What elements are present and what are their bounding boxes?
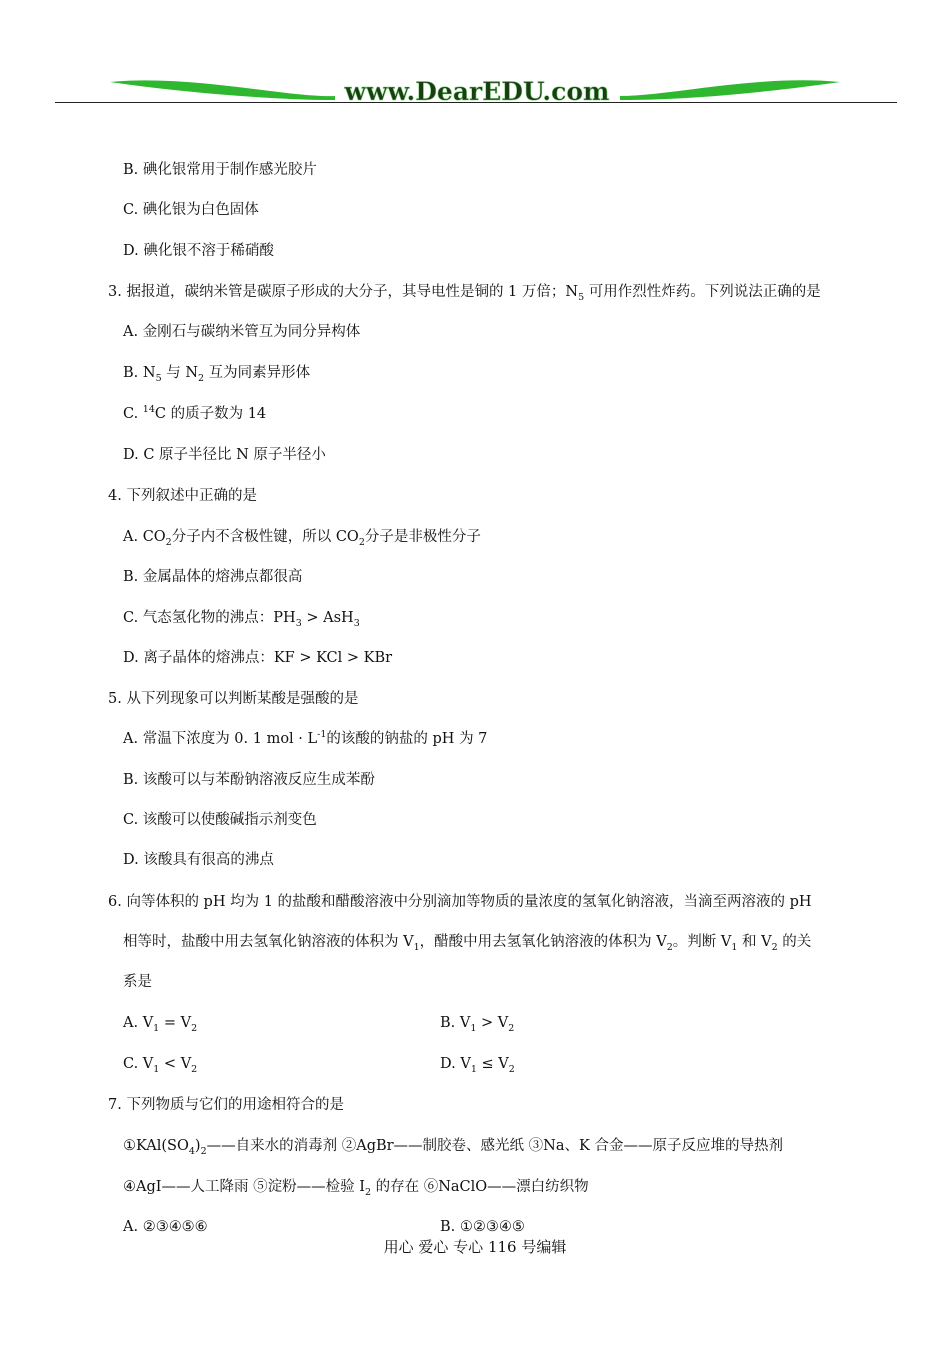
q5-option-b: B. 该酸可以与苯酚钠溶液反应生成苯酚 <box>123 772 375 788</box>
q6-option-b: B. $V_1 > V_2$ <box>440 1015 515 1034</box>
q4-option-c: C. 气态氢化物的沸点：$PH_3 > AsH_3$ <box>123 610 360 629</box>
q2-option-c: C. 碘化银为白色固体 <box>123 202 259 218</box>
q6-stem-line3: 系是 <box>123 974 152 990</box>
q5-option-a: A. 常温下浓度为 0. 1 mol · $L^{-1}$的该酸的钠盐的 pH 为 7 <box>123 729 488 747</box>
page-footer: 用心 爱心 专心 116 号编辑 <box>383 1238 567 1256</box>
q7-items-line2: ④AgI——人工降雨 ⑤淀粉——检验 $I_2$ 的存在 ⑥NaClO——漂白纺织物 <box>123 1179 589 1198</box>
q3-option-a: A. 金刚石与碳纳米管互为同分异构体 <box>123 324 361 340</box>
q6-option-c: C. $V_1 < V_2$ <box>123 1056 198 1075</box>
q6-stem-line2: 相等时，盐酸中用去氢氧化钠溶液的体积为 $V_1$，醋酸中用去氢氧化钠溶液的体积为 $V_2$。判断 $V_1$ 和 $V_2$ 的关 <box>123 934 812 953</box>
q5-stem: 5. 从下列现象可以判断某酸是强酸的是 <box>108 691 359 707</box>
q4-option-d: D. 离子晶体的熔沸点：KF > KCl > KBr <box>123 650 393 666</box>
q3-option-b: B. $N_5$ 与 $N_2$ 互为同素异形体 <box>123 365 311 384</box>
q7-option-b: B. ①②③④⑤ <box>440 1219 525 1235</box>
q5-option-c: C. 该酸可以使酸碱指示剂变色 <box>123 812 317 828</box>
site-logo-banner <box>110 70 840 110</box>
q2-option-d: D. 碘化银不溶于稀硝酸 <box>123 243 274 259</box>
q4-stem: 4. 下列叙述中正确的是 <box>108 488 257 504</box>
q3-option-d: D. C 原子半径比 N 原子半径小 <box>123 447 326 463</box>
q4-option-a: A. $CO_2$分子内不含极性键，所以 $CO_2$分子是非极性分子 <box>123 529 481 548</box>
q3-stem: 3. 据报道，碳纳米管是碳原子形成的大分子，其导电性是铜的 1 万倍；$N_5$ 可用作烈性炸药。下列说法正确的是 <box>108 284 821 303</box>
q7-stem: 7. 下列物质与它们的用途相符合的是 <box>108 1097 344 1113</box>
q4-option-b: B. 金属晶体的熔沸点都很高 <box>123 569 303 585</box>
q2-option-b: B. 碘化银常用于制作感光胶片 <box>123 162 317 178</box>
q5-option-d: D. 该酸具有很高的沸点 <box>123 852 274 868</box>
logo-right-swoosh <box>620 80 840 100</box>
q6-stem-line1: 6. 向等体积的 pH 均为 1 的盐酸和醋酸溶液中分别滴加等物质的量浓度的氢氧化钠溶液，当滴至两溶液的 pH <box>108 894 812 910</box>
logo-left-swoosh <box>110 80 335 100</box>
q6-option-d: D. $V_1 \le V_2$ <box>440 1056 515 1075</box>
q3-option-c: C. $^{14}$C 的质子数为 14 <box>123 404 267 422</box>
q7-items-line1: $①KAl(SO_4)_2——$自来水的消毒剂 ②AgBr——制胶卷、感光纸 ③Na、K 合金——原子反应堆的导热剂 <box>123 1138 783 1157</box>
q6-option-a: A. $V_1 = V_2$ <box>123 1015 198 1034</box>
header-rule <box>55 102 897 103</box>
q7-option-a: A. ②③④⑤⑥ <box>123 1219 208 1235</box>
site-name: www.DearEDU.com <box>344 77 610 106</box>
